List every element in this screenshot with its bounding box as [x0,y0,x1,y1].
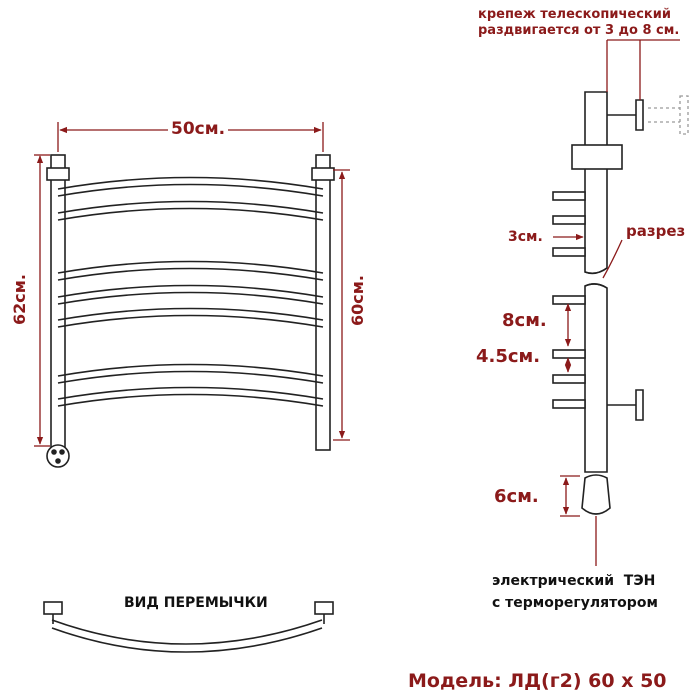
upper-mount-plate [636,100,643,130]
rung-stub [553,400,585,408]
side-column-lower [585,284,607,472]
jumper-view-title: ВИД ПЕРЕМЫЧКИ [124,595,268,611]
jumper-right-clamp [315,602,333,614]
spacing-small-label: 4.5см. [476,346,541,367]
front-width-label: 50см. [168,121,228,138]
crossbar [58,262,323,274]
heater-note-line1: электрический ТЭН [492,573,656,589]
crossbar [58,286,323,298]
rung-stub [553,296,585,304]
mount-note-line2: раздвигается от 3 до 8 см. [478,23,680,38]
front-view [47,155,334,467]
crossbar [58,316,323,328]
crossbar [58,202,323,214]
crossbar [58,372,323,384]
crossbar [58,269,323,281]
rung-stub [553,375,585,383]
heater-pin [60,450,64,454]
rung-stub [553,192,585,200]
heater-pin [52,450,56,454]
front-height-inner-label: 60см. [348,275,367,326]
rung-stub [553,350,585,358]
crossbar [58,178,323,190]
left-top-cap [47,168,69,180]
heater-length-label: 6см. [494,486,539,507]
spacing-large-label: 8см. [502,310,547,331]
crossbar [58,309,323,321]
gap-label: 3см. [508,229,543,245]
crossbar [58,395,323,407]
rung-stub [553,216,585,224]
crossbar [58,209,323,221]
side-column-upper [585,92,607,273]
heater-note-line2: с терморегулятором [492,595,658,611]
heater-pin [56,459,60,463]
right-top-cap [312,168,334,180]
lower-mount-plate [636,390,643,420]
telescopic-ghost [648,96,688,134]
crossbar [58,365,323,377]
front-height-outer-label: 62см. [10,274,29,325]
heater-element [582,475,610,514]
crossbar [58,293,323,305]
cut-label: разрез [626,222,686,240]
rung-stub [553,248,585,256]
front-dimensions [34,122,350,446]
mount-note-line1: крепеж телескопический [478,7,671,22]
crossbars [58,178,323,407]
side-view [553,92,643,514]
crossbar [58,388,323,400]
jumper-left-clamp [44,602,62,614]
model-caption: Модель: ЛД(г2) 60 х 50 [408,670,667,692]
crossbar [58,185,323,197]
collar [572,145,622,169]
